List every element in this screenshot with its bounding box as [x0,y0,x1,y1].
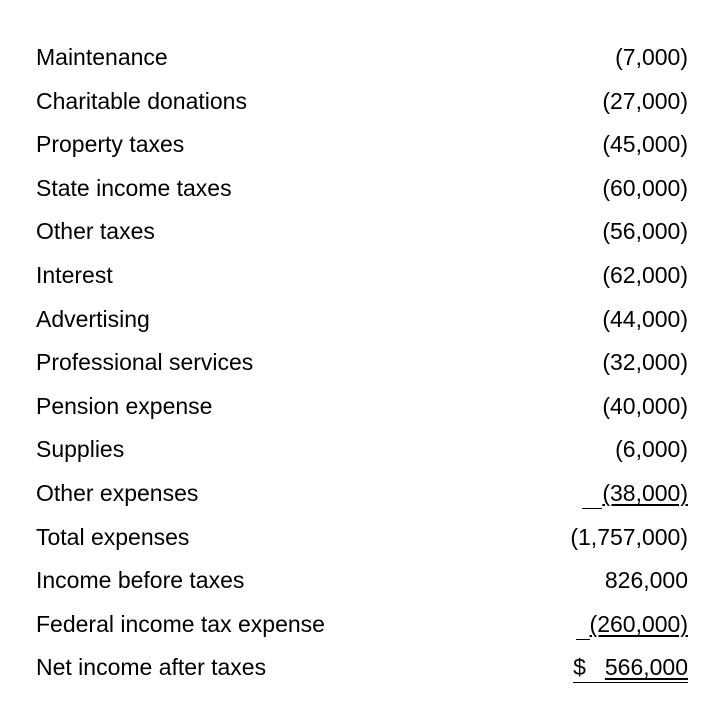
row-amount: (45,000) [602,131,688,158]
row-label: Other expenses [36,479,199,506]
row-label: Income before taxes [36,567,245,594]
row-label: Supplies [36,436,125,463]
row-amount: (7,000) [615,44,688,70]
statement-row-other-taxes [36,212,688,256]
statement-row-maintenance [36,38,688,82]
row-amount-value: (38,000) [602,479,688,506]
row-label: Maintenance [36,44,168,70]
statement-row-pension-expense [36,387,688,431]
row-label: Federal income tax expense [36,610,325,637]
statement-row-net-income-after-taxes [36,648,688,692]
row-amount [573,654,688,683]
row-label: Other taxes [36,218,155,245]
row-amount: 826,000 [604,567,688,594]
income-statement [36,38,688,692]
row-amount [576,611,688,638]
statement-row-advertising [36,300,688,344]
row-amount: (60,000) [602,174,688,201]
statement-row-charitable-donations [36,82,688,126]
statement-row-property-taxes [36,125,688,169]
row-label: Professional services [36,349,254,376]
row-amount: (27,000) [602,87,688,114]
row-label: Interest [36,261,113,288]
row-label: Property taxes [36,131,185,158]
row-amount: (44,000) [602,305,688,332]
statement-row-supplies [36,430,688,474]
statement-row-total-expenses [36,518,688,562]
row-label: State income taxes [36,174,232,201]
statement-row-interest [36,256,688,300]
row-amount: (56,000) [602,218,688,245]
statement-row-other-expenses [36,474,688,518]
currency-symbol: $ [573,654,586,681]
row-amount-value: (260,000) [589,610,688,637]
row-label: Charitable donations [36,87,247,114]
row-label: Advertising [36,305,150,332]
row-label: Pension expense [36,392,213,419]
statement-row-professional-services [36,343,688,387]
row-label: Total expenses [36,523,190,550]
row-amount: (1,757,000) [570,523,688,550]
row-label: Net income after taxes [36,654,267,681]
row-amount [582,480,688,507]
statement-row-income-before-taxes [36,561,688,605]
row-amount: (32,000) [602,349,688,376]
row-amount-value: 566,000 [604,654,688,681]
statement-row-state-income-taxes [36,169,688,213]
statement-row-federal-income-tax-expense [36,605,688,649]
row-amount: (40,000) [602,392,688,419]
row-amount: (62,000) [602,261,688,288]
row-amount: (6,000) [615,436,688,463]
